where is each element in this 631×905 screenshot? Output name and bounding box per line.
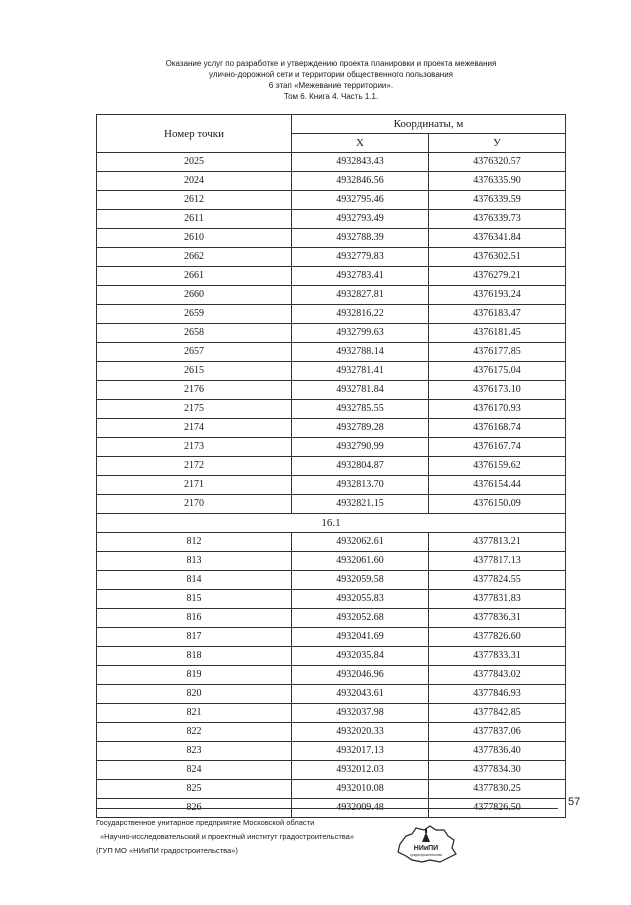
point-number-cell: 2661 xyxy=(97,267,292,286)
x-coordinate-cell: 4932037.98 xyxy=(292,704,429,723)
table-row xyxy=(97,761,566,780)
table-row xyxy=(97,229,566,248)
point-number-cell: 817 xyxy=(97,628,292,647)
column-header-x: X xyxy=(292,134,429,153)
y-coordinate-cell: 4377830.25 xyxy=(429,780,566,799)
header-line-2: улично-дорожной сети и территории общественного пользования xyxy=(209,70,453,79)
table-row xyxy=(97,305,566,324)
y-coordinate-cell: 4377831.83 xyxy=(429,590,566,609)
table-section xyxy=(97,514,566,533)
x-coordinate-cell: 4932012.03 xyxy=(292,761,429,780)
table-body-part-a xyxy=(97,153,566,514)
x-coordinate-cell: 4932781.84 xyxy=(292,381,429,400)
table-row xyxy=(97,647,566,666)
page-number: 57 xyxy=(568,796,581,808)
x-coordinate-cell: 4932010.08 xyxy=(292,780,429,799)
table-row xyxy=(97,324,566,343)
table-row xyxy=(97,476,566,495)
point-number-cell: 2658 xyxy=(97,324,292,343)
x-coordinate-cell: 4932843.43 xyxy=(292,153,429,172)
table-row xyxy=(97,533,566,552)
y-coordinate-cell: 4376341.84 xyxy=(429,229,566,248)
table-row xyxy=(97,666,566,685)
point-number-cell: 816 xyxy=(97,609,292,628)
point-number-cell: 820 xyxy=(97,685,292,704)
footer-line-3: (ГУП МО «НИиПИ градостроительства») xyxy=(96,846,238,855)
x-coordinate-cell: 4932789.28 xyxy=(292,419,429,438)
point-number-cell: 826 xyxy=(97,799,292,818)
point-number-cell: 825 xyxy=(97,780,292,799)
coordinates-table xyxy=(96,114,566,818)
y-coordinate-cell: 4377833.31 xyxy=(429,647,566,666)
footer-divider xyxy=(96,808,558,809)
x-coordinate-cell: 4932052.68 xyxy=(292,609,429,628)
table-row xyxy=(97,191,566,210)
x-coordinate-cell: 4932035.84 xyxy=(292,647,429,666)
table-row xyxy=(97,172,566,191)
footer-line-1: Государственное унитарное предприятие Московской области xyxy=(96,818,315,827)
x-coordinate-cell: 4932783.41 xyxy=(292,267,429,286)
point-number-cell: 819 xyxy=(97,666,292,685)
point-number-cell: 2611 xyxy=(97,210,292,229)
point-number-cell: 815 xyxy=(97,590,292,609)
point-number-cell: 2024 xyxy=(97,172,292,191)
point-number-cell: 2171 xyxy=(97,476,292,495)
table-row xyxy=(97,704,566,723)
institute-logo-icon xyxy=(394,824,458,864)
column-header-coordinates: Координаты, м xyxy=(292,115,566,134)
header-line-1: Оказание услуг по разработке и утверждению проекта планировки и проекта межевания xyxy=(165,59,497,68)
section-label: 16.1 xyxy=(97,514,566,533)
point-number-cell: 2660 xyxy=(97,286,292,305)
y-coordinate-cell: 4376168.74 xyxy=(429,419,566,438)
institute-logo xyxy=(394,824,458,864)
y-coordinate-cell: 4377843.02 xyxy=(429,666,566,685)
y-coordinate-cell: 4376193.24 xyxy=(429,286,566,305)
x-coordinate-cell: 4932061.60 xyxy=(292,552,429,571)
x-coordinate-cell: 4932041.69 xyxy=(292,628,429,647)
x-coordinate-cell: 4932062.61 xyxy=(292,533,429,552)
table-row xyxy=(97,248,566,267)
y-coordinate-cell: 4376320.57 xyxy=(429,153,566,172)
point-number-cell: 2657 xyxy=(97,343,292,362)
table-row xyxy=(97,343,566,362)
x-coordinate-cell: 4932790.99 xyxy=(292,438,429,457)
y-coordinate-cell: 4376159.62 xyxy=(429,457,566,476)
point-number-cell: 2172 xyxy=(97,457,292,476)
table-body-part-b xyxy=(97,533,566,818)
table-row xyxy=(97,685,566,704)
column-header-y: У xyxy=(429,134,566,153)
point-number-cell: 2174 xyxy=(97,419,292,438)
y-coordinate-cell: 4377842.85 xyxy=(429,704,566,723)
y-coordinate-cell: 4376339.73 xyxy=(429,210,566,229)
y-coordinate-cell: 4377817.13 xyxy=(429,552,566,571)
x-coordinate-cell: 4932788.14 xyxy=(292,343,429,362)
column-header-point-number: Номер точки xyxy=(97,115,292,153)
y-coordinate-cell: 4376154.44 xyxy=(429,476,566,495)
document-header xyxy=(96,58,566,102)
point-number-cell: 2662 xyxy=(97,248,292,267)
point-number-cell: 2025 xyxy=(97,153,292,172)
table-row xyxy=(97,628,566,647)
table-row xyxy=(97,552,566,571)
table-row xyxy=(97,457,566,476)
y-coordinate-cell: 4377846.93 xyxy=(429,685,566,704)
x-coordinate-cell: 4932804.87 xyxy=(292,457,429,476)
point-number-cell: 823 xyxy=(97,742,292,761)
point-number-cell: 2170 xyxy=(97,495,292,514)
y-coordinate-cell: 4377836.40 xyxy=(429,742,566,761)
x-coordinate-cell: 4932009.48 xyxy=(292,799,429,818)
x-coordinate-cell: 4932781.41 xyxy=(292,362,429,381)
y-coordinate-cell: 4376177.85 xyxy=(429,343,566,362)
table-row xyxy=(97,210,566,229)
x-coordinate-cell: 4932793.49 xyxy=(292,210,429,229)
table-row xyxy=(97,400,566,419)
table-row xyxy=(97,495,566,514)
point-number-cell: 818 xyxy=(97,647,292,666)
x-coordinate-cell: 4932821.15 xyxy=(292,495,429,514)
y-coordinate-cell: 4376181.45 xyxy=(429,324,566,343)
y-coordinate-cell: 4376167.74 xyxy=(429,438,566,457)
x-coordinate-cell: 4932813.70 xyxy=(292,476,429,495)
table-row xyxy=(97,780,566,799)
x-coordinate-cell: 4932020.33 xyxy=(292,723,429,742)
x-coordinate-cell: 4932043.61 xyxy=(292,685,429,704)
svg-text:НИиПИ: НИиПИ xyxy=(413,845,439,852)
y-coordinate-cell: 4376150.09 xyxy=(429,495,566,514)
x-coordinate-cell: 4932055.83 xyxy=(292,590,429,609)
y-coordinate-cell: 4376173.10 xyxy=(429,381,566,400)
point-number-cell: 2610 xyxy=(97,229,292,248)
table-row xyxy=(97,609,566,628)
x-coordinate-cell: 4932799.63 xyxy=(292,324,429,343)
table-row xyxy=(97,438,566,457)
y-coordinate-cell: 4377837.06 xyxy=(429,723,566,742)
table-row xyxy=(97,267,566,286)
table-row xyxy=(97,153,566,172)
y-coordinate-cell: 4376302.51 xyxy=(429,248,566,267)
x-coordinate-cell: 4932785.55 xyxy=(292,400,429,419)
point-number-cell: 2659 xyxy=(97,305,292,324)
point-number-cell: 2175 xyxy=(97,400,292,419)
point-number-cell: 813 xyxy=(97,552,292,571)
y-coordinate-cell: 4376175.04 xyxy=(429,362,566,381)
y-coordinate-cell: 4377836.31 xyxy=(429,609,566,628)
svg-text:градостроительства: градостроительства xyxy=(410,853,442,857)
point-number-cell: 822 xyxy=(97,723,292,742)
point-number-cell: 2615 xyxy=(97,362,292,381)
point-number-cell: 824 xyxy=(97,761,292,780)
y-coordinate-cell: 4376170.93 xyxy=(429,400,566,419)
x-coordinate-cell: 4932779.83 xyxy=(292,248,429,267)
header-line-4: Том 6. Книга 4. Часть 1.1. xyxy=(283,92,379,101)
table-row xyxy=(97,362,566,381)
document-footer xyxy=(96,816,354,858)
y-coordinate-cell: 4376339.59 xyxy=(429,191,566,210)
y-coordinate-cell: 4377826.60 xyxy=(429,628,566,647)
x-coordinate-cell: 4932059.58 xyxy=(292,571,429,590)
header-line-3: 6 этап «Межевание территории». xyxy=(268,81,394,90)
point-number-cell: 2612 xyxy=(97,191,292,210)
table-row xyxy=(97,286,566,305)
y-coordinate-cell: 4376279.21 xyxy=(429,267,566,286)
point-number-cell: 812 xyxy=(97,533,292,552)
point-number-cell: 814 xyxy=(97,571,292,590)
x-coordinate-cell: 4932846.56 xyxy=(292,172,429,191)
point-number-cell: 821 xyxy=(97,704,292,723)
section-row xyxy=(97,514,566,533)
x-coordinate-cell: 4932827.81 xyxy=(292,286,429,305)
x-coordinate-cell: 4932795.46 xyxy=(292,191,429,210)
x-coordinate-cell: 4932017.13 xyxy=(292,742,429,761)
y-coordinate-cell: 4377834.30 xyxy=(429,761,566,780)
point-number-cell: 2173 xyxy=(97,438,292,457)
table-row xyxy=(97,419,566,438)
y-coordinate-cell: 4377824.55 xyxy=(429,571,566,590)
table-row xyxy=(97,742,566,761)
y-coordinate-cell: 4376183.47 xyxy=(429,305,566,324)
y-coordinate-cell: 4377826.50 xyxy=(429,799,566,818)
x-coordinate-cell: 4932816.22 xyxy=(292,305,429,324)
table-row xyxy=(97,590,566,609)
point-number-cell: 2176 xyxy=(97,381,292,400)
y-coordinate-cell: 4376335.90 xyxy=(429,172,566,191)
y-coordinate-cell: 4377813.21 xyxy=(429,533,566,552)
table-row xyxy=(97,723,566,742)
footer-line-2: «Научно-исследовательский и проектный институт градостроительства» xyxy=(100,832,354,841)
x-coordinate-cell: 4932046.96 xyxy=(292,666,429,685)
table-row xyxy=(97,571,566,590)
x-coordinate-cell: 4932788.39 xyxy=(292,229,429,248)
table-row xyxy=(97,381,566,400)
